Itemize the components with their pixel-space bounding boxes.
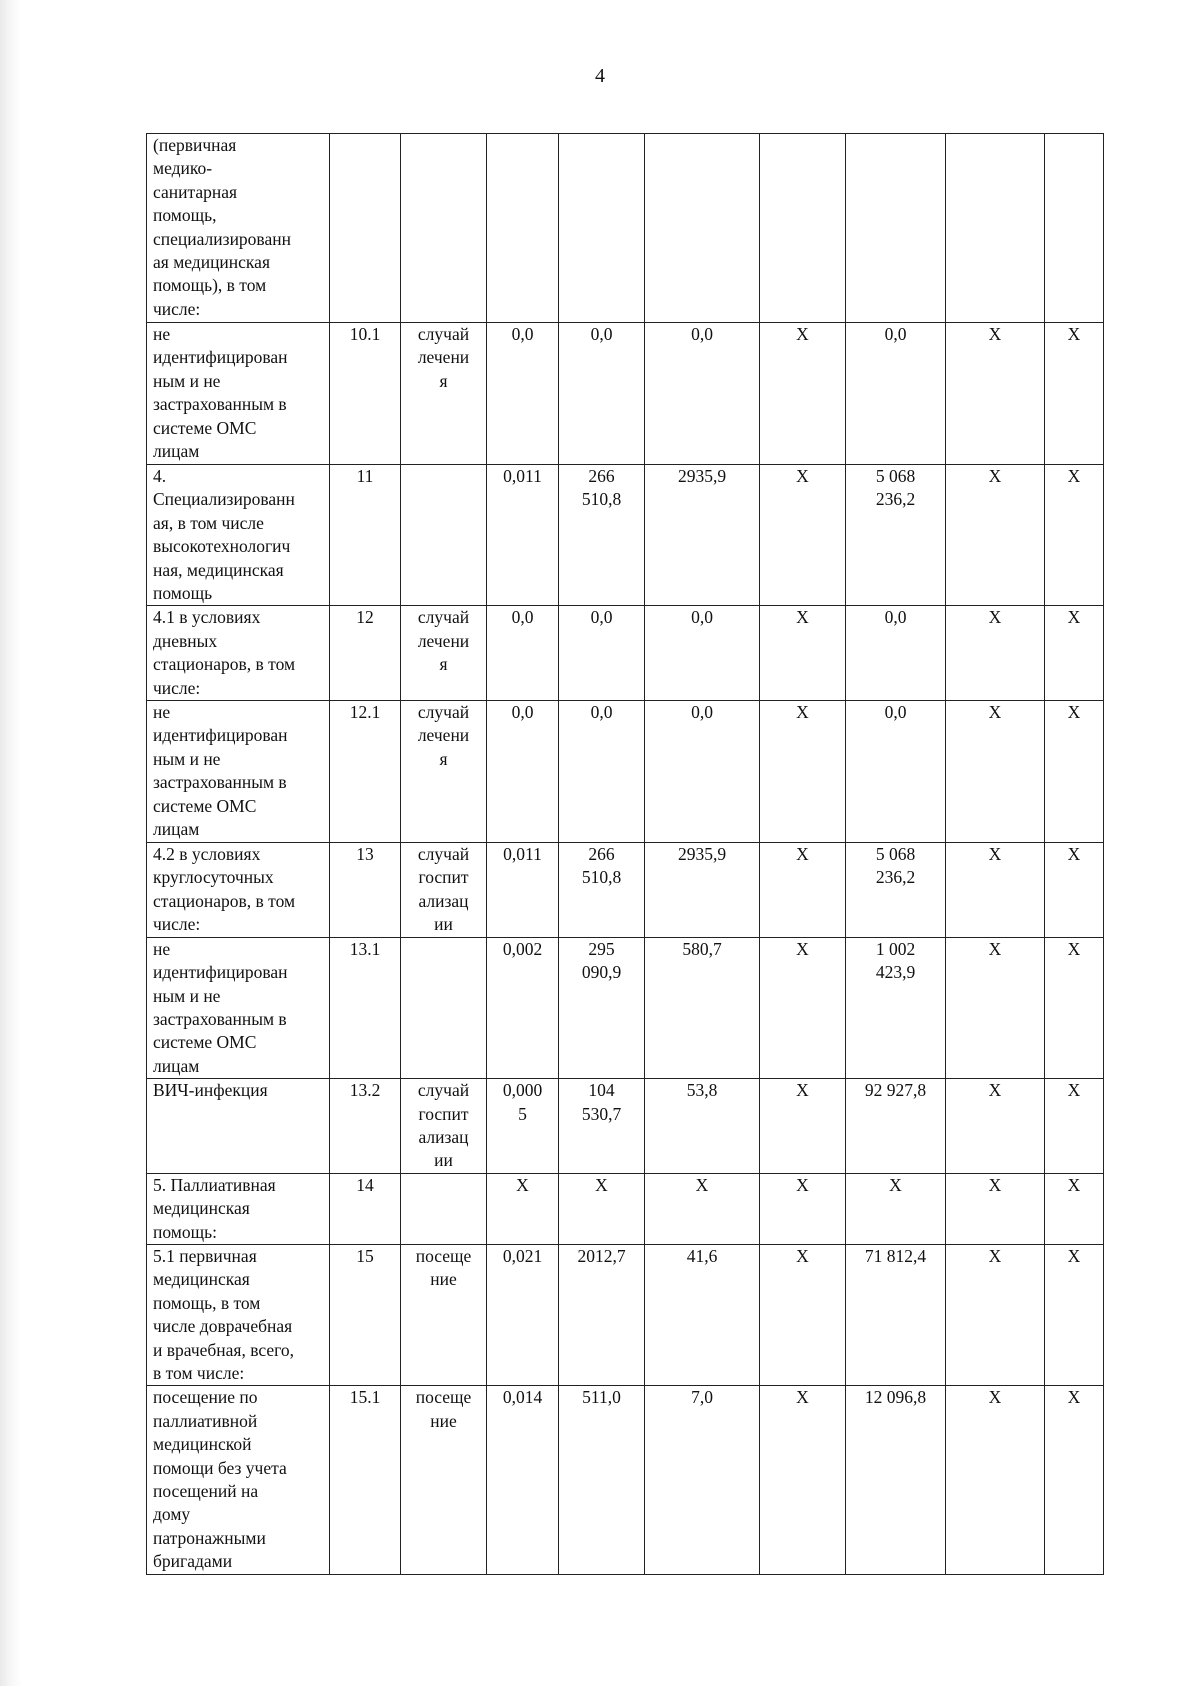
scan-edge-shadow: [0, 0, 22, 1686]
row-name-cell: 4. Специализированн ая, в том числе высокотехнологич ная, медицинская помощь: [147, 465, 330, 606]
row-value-cell: 1 002 423,9: [846, 937, 946, 1078]
row-code-cell: 15.1: [330, 1386, 401, 1574]
row-name-cell: посещение по паллиативной медицинской помощи без учета посещений на дому патронажными бригадами: [147, 1386, 330, 1574]
row-value-cell: X: [946, 465, 1045, 606]
data-table: [146, 133, 1104, 1575]
row-value-cell: 580,7: [645, 937, 760, 1078]
row-value-cell: 53,8: [645, 1079, 760, 1174]
row-value-cell: 71 812,4: [846, 1244, 946, 1385]
row-value-cell: 0,014: [487, 1386, 559, 1574]
row-code-cell: 13.1: [330, 937, 401, 1078]
row-value-cell: 12 096,8: [846, 1386, 946, 1574]
row-name-cell: ВИЧ-инфекция: [147, 1079, 330, 1174]
row-value-cell: 0,0: [487, 606, 559, 701]
row-value-cell: 0,000 5: [487, 1079, 559, 1174]
row-value-cell: 295 090,9: [559, 937, 645, 1078]
row-code-cell: [330, 134, 401, 323]
row-value-cell: X: [1045, 1173, 1104, 1244]
table-row: [147, 843, 1104, 938]
row-code-cell: 11: [330, 465, 401, 606]
row-value-cell: X: [946, 323, 1045, 465]
row-value-cell: [487, 134, 559, 323]
row-value-cell: [559, 134, 645, 323]
row-value-cell: X: [487, 1173, 559, 1244]
table-row: [147, 937, 1104, 1078]
row-value-cell: 266 510,8: [559, 843, 645, 938]
row-value-cell: X: [760, 843, 846, 938]
row-value-cell: X: [946, 701, 1045, 843]
row-value-cell: 5 068 236,2: [846, 465, 946, 606]
row-value-cell: X: [760, 701, 846, 843]
row-unit-cell: посеще ние: [401, 1244, 487, 1385]
row-unit-cell: посеще ние: [401, 1386, 487, 1574]
row-value-cell: 0,0: [645, 323, 760, 465]
row-unit-cell: случай лечени я: [401, 323, 487, 465]
row-unit-cell: [401, 1173, 487, 1244]
row-value-cell: X: [1045, 843, 1104, 938]
table-row: [147, 323, 1104, 465]
row-unit-cell: [401, 937, 487, 1078]
page-number: 4: [595, 65, 605, 87]
row-value-cell: X: [1045, 1079, 1104, 1174]
table-row: [147, 134, 1104, 323]
row-value-cell: X: [760, 606, 846, 701]
row-code-cell: 15: [330, 1244, 401, 1385]
row-value-cell: X: [1045, 606, 1104, 701]
row-name-cell: 5. Паллиативная медицинская помощь:: [147, 1173, 330, 1244]
row-unit-cell: [401, 465, 487, 606]
row-value-cell: [846, 134, 946, 323]
row-value-cell: 0,0: [559, 701, 645, 843]
row-code-cell: 10.1: [330, 323, 401, 465]
row-name-cell: не идентифицирован ным и не застрахованным в системе ОМС лицам: [147, 323, 330, 465]
row-value-cell: X: [946, 1244, 1045, 1385]
row-unit-cell: случай лечени я: [401, 701, 487, 843]
row-code-cell: 12: [330, 606, 401, 701]
row-code-cell: 13: [330, 843, 401, 938]
table-row: [147, 701, 1104, 843]
row-name-cell: 4.2 в условиях круглосуточных стационаров, в том числе:: [147, 843, 330, 938]
row-unit-cell: случай лечени я: [401, 606, 487, 701]
row-value-cell: 0,0: [645, 606, 760, 701]
row-value-cell: [760, 134, 846, 323]
row-value-cell: X: [946, 1079, 1045, 1174]
row-value-cell: X: [760, 465, 846, 606]
table-row: [147, 1244, 1104, 1385]
row-value-cell: 0,011: [487, 465, 559, 606]
row-value-cell: X: [946, 1386, 1045, 1574]
row-unit-cell: [401, 134, 487, 323]
row-code-cell: 13.2: [330, 1079, 401, 1174]
row-value-cell: 0,0: [559, 323, 645, 465]
row-value-cell: X: [1045, 1386, 1104, 1574]
row-unit-cell: случай госпит ализац ии: [401, 1079, 487, 1174]
row-value-cell: X: [946, 606, 1045, 701]
row-value-cell: 0,021: [487, 1244, 559, 1385]
row-unit-cell: случай госпит ализац ии: [401, 843, 487, 938]
row-value-cell: 511,0: [559, 1386, 645, 1574]
row-value-cell: 41,6: [645, 1244, 760, 1385]
row-value-cell: 2935,9: [645, 843, 760, 938]
row-value-cell: X: [1045, 701, 1104, 843]
table-row: [147, 606, 1104, 701]
row-value-cell: X: [760, 1244, 846, 1385]
row-value-cell: X: [946, 1173, 1045, 1244]
row-value-cell: X: [645, 1173, 760, 1244]
row-code-cell: 14: [330, 1173, 401, 1244]
row-value-cell: X: [760, 323, 846, 465]
row-value-cell: 0,0: [846, 606, 946, 701]
row-value-cell: 266 510,8: [559, 465, 645, 606]
row-value-cell: X: [1045, 465, 1104, 606]
row-value-cell: 0,002: [487, 937, 559, 1078]
row-value-cell: 2935,9: [645, 465, 760, 606]
row-value-cell: X: [760, 1386, 846, 1574]
row-value-cell: 0,0: [645, 701, 760, 843]
row-value-cell: X: [1045, 937, 1104, 1078]
row-value-cell: X: [760, 937, 846, 1078]
row-name-cell: 5.1 первичная медицинская помощь, в том числе доврачебная и врачебная, всего, в том числе:: [147, 1244, 330, 1385]
row-name-cell: (первичная медико- санитарная помощь, специализированн ая медицинская помощь), в том числе:: [147, 134, 330, 323]
row-value-cell: [946, 134, 1045, 323]
row-name-cell: не идентифицирован ным и не застрахованным в системе ОМС лицам: [147, 701, 330, 843]
row-value-cell: 92 927,8: [846, 1079, 946, 1174]
row-value-cell: X: [559, 1173, 645, 1244]
row-value-cell: X: [760, 1173, 846, 1244]
table-row: [147, 1079, 1104, 1174]
row-value-cell: [1045, 134, 1104, 323]
row-value-cell: 0,0: [846, 701, 946, 843]
row-value-cell: 104 530,7: [559, 1079, 645, 1174]
row-value-cell: 0,0: [487, 323, 559, 465]
row-value-cell: 0,0: [487, 701, 559, 843]
row-value-cell: 2012,7: [559, 1244, 645, 1385]
table-row: [147, 1173, 1104, 1244]
row-value-cell: X: [1045, 1244, 1104, 1385]
row-value-cell: [645, 134, 760, 323]
row-value-cell: X: [846, 1173, 946, 1244]
row-value-cell: X: [946, 843, 1045, 938]
row-value-cell: 0,011: [487, 843, 559, 938]
row-code-cell: 12.1: [330, 701, 401, 843]
row-value-cell: 0,0: [846, 323, 946, 465]
row-value-cell: 5 068 236,2: [846, 843, 946, 938]
row-name-cell: не идентифицирован ным и не застрахованным в системе ОМС лицам: [147, 937, 330, 1078]
row-name-cell: 4.1 в условиях дневных стационаров, в том числе:: [147, 606, 330, 701]
row-value-cell: X: [1045, 323, 1104, 465]
row-value-cell: X: [760, 1079, 846, 1174]
table-row: [147, 465, 1104, 606]
row-value-cell: 0,0: [559, 606, 645, 701]
row-value-cell: 7,0: [645, 1386, 760, 1574]
table-row: [147, 1386, 1104, 1574]
row-value-cell: X: [946, 937, 1045, 1078]
